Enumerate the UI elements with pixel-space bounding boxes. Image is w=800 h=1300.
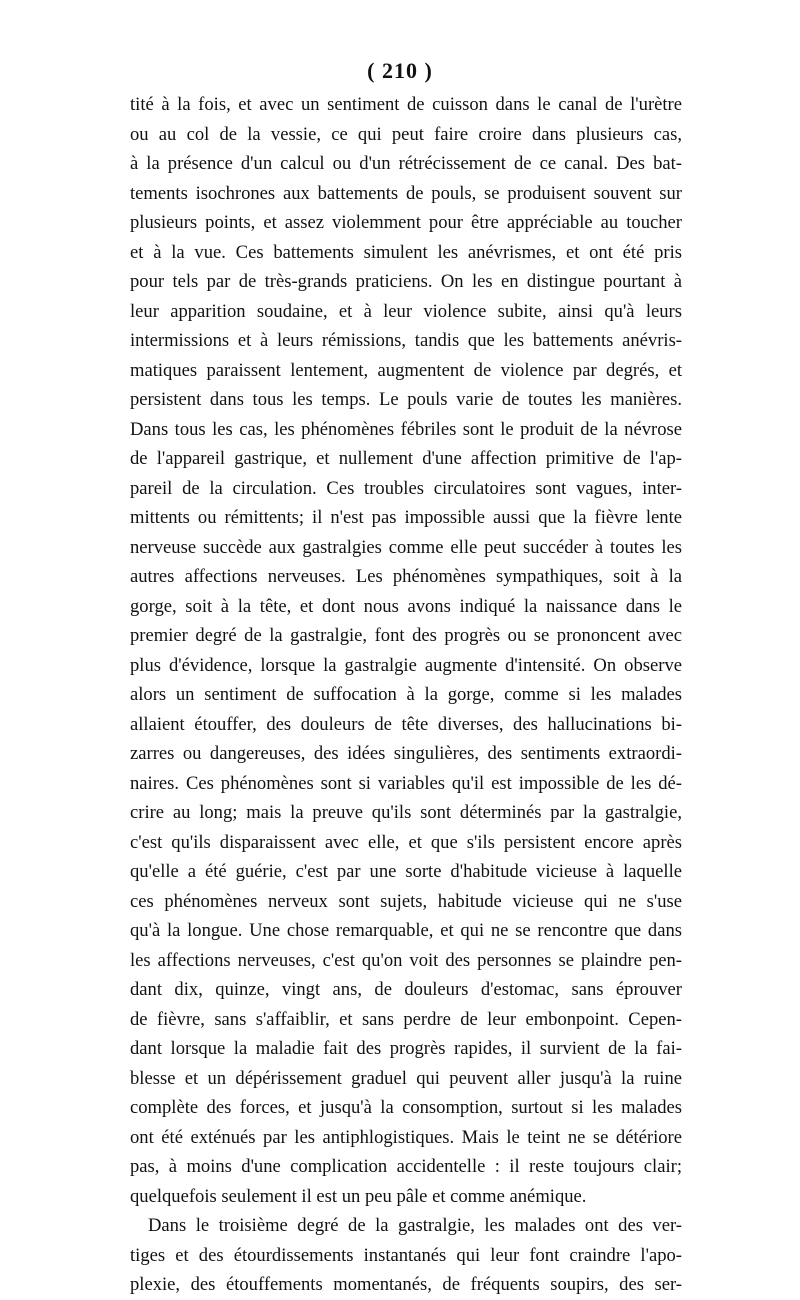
text-line: plus d'évidence, lorsque la gastralgie augmente d'intensité. On observe	[130, 654, 682, 676]
text-line: pour tels par de très-grands praticiens. On les en distingue pourtant à	[130, 271, 682, 292]
text-line: gorge, soit à la tête, et dont nous avons indiqué la naissance dans le	[130, 595, 682, 617]
text-line: les affections nerveuses, c'est qu'on voit des personnes se plaindre pen-	[130, 949, 682, 971]
text-line: ces phénomènes nerveux sont sujets, habitude vicieuse qui ne s'use	[130, 890, 682, 912]
text-line: tité à la fois, et avec un sentiment de cuisson dans le canal de l'urètre	[130, 94, 682, 115]
text-line: de l'appareil gastrique, et nullement d'une affection primitive de l'ap-	[130, 448, 682, 469]
body-text	[130, 90, 682, 1300]
text-line: c'est qu'ils disparaissent avec elle, et que s'ils persistent encore après	[130, 831, 682, 853]
text-line: leur apparition soudaine, et à leur violence subite, ainsi qu'à leurs	[130, 300, 682, 322]
text-line: dant dix, quinze, vingt ans, de douleurs d'estomac, sans éprouver	[130, 979, 682, 1000]
text-line: tements isochrones aux battements de pouls, se produisent souvent sur	[130, 182, 682, 204]
text-line: mittents ou rémittents; il n'est pas impossible aussi que la fièvre lente	[130, 507, 682, 528]
text-line: qu'elle a été guérie, c'est par une sorte d'habitude vicieuse à laquelle	[130, 861, 682, 882]
text-line: alors un sentiment de suffocation à la gorge, comme si les malades	[130, 684, 682, 705]
text-line: crire au long; mais la preuve qu'ils sont déterminés par la gastralgie,	[130, 802, 682, 823]
text-line: matiques paraissent lentement, augmentent de violence par degrés, et	[130, 359, 682, 381]
page-number: ( 210 )	[367, 58, 433, 83]
text-line: autres affections nerveuses. Les phénomènes sympathiques, soit à la	[130, 566, 682, 587]
text-line: nerveuse succède aux gastralgies comme elle peut succéder à toutes les	[130, 536, 682, 558]
text-line: blesse et un dépérissement graduel qui peuvent aller jusqu'à la ruine	[130, 1067, 682, 1089]
text-line: pas, à moins d'une complication accidentelle : il reste toujours clair;	[130, 1156, 682, 1177]
text-line: allaient étouffer, des douleurs de tête diverses, des hallucinations bi-	[130, 713, 682, 735]
text-line: intermissions et à leurs rémissions, tandis que les battements anévris-	[130, 330, 682, 351]
text-line: ou au col de la vessie, ce qui peut faire croire dans plusieurs cas,	[130, 123, 682, 145]
text-line: qu'à la longue. Une chose remarquable, et qui ne se rencontre que dans	[130, 920, 682, 941]
text-line: Dans le troisième degré de la gastralgie, les malades ont des ver-	[148, 1215, 682, 1236]
text-line: de fièvre, sans s'affaiblir, et sans perdre de leur embonpoint. Cepen-	[130, 1008, 682, 1030]
text-line: à la présence d'un calcul ou d'un rétrécissement de ce canal. Des bat-	[130, 153, 682, 174]
text-line: dant lorsque la maladie fait des progrès rapides, il survient de la fai-	[130, 1038, 682, 1059]
text-line: ont été exténués par les antiphlogistiques. Mais le teint ne se détériore	[130, 1126, 682, 1148]
text-line: persistent dans tous les temps. Le pouls varie de toutes les manières.	[130, 389, 682, 410]
text-line: naires. Ces phénomènes sont si variables qu'il est impossible de les dé-	[130, 772, 682, 794]
text-line: pareil de la circulation. Ces troubles circulatoires sont vagues, inter-	[130, 477, 682, 499]
text-line: complète des forces, et jusqu'à la consomption, surtout si les malades	[130, 1097, 682, 1118]
text-line: tiges et des étourdissements instantanés qui leur font craindre l'apo-	[130, 1244, 682, 1266]
text-line: premier degré de la gastralgie, font des progrès ou se prononcent avec	[130, 625, 682, 646]
text-line: plusieurs points, et assez violemment pour être appréciable au toucher	[130, 212, 682, 233]
text-line: quelquefois seulement il est un peu pâle et comme anémique.	[130, 1185, 587, 1207]
text-line: zarres ou dangereuses, des idées singulières, des sentiments extraordi-	[130, 743, 682, 764]
text-line: et à la vue. Ces battements simulent les anévrismes, et ont été pris	[130, 241, 682, 263]
text-line: Dans tous les cas, les phénomènes fébriles sont le produit de la névrose	[130, 418, 682, 440]
text-line: plexie, des étouffements momentanés, de fréquents soupirs, des ser-	[130, 1274, 682, 1295]
